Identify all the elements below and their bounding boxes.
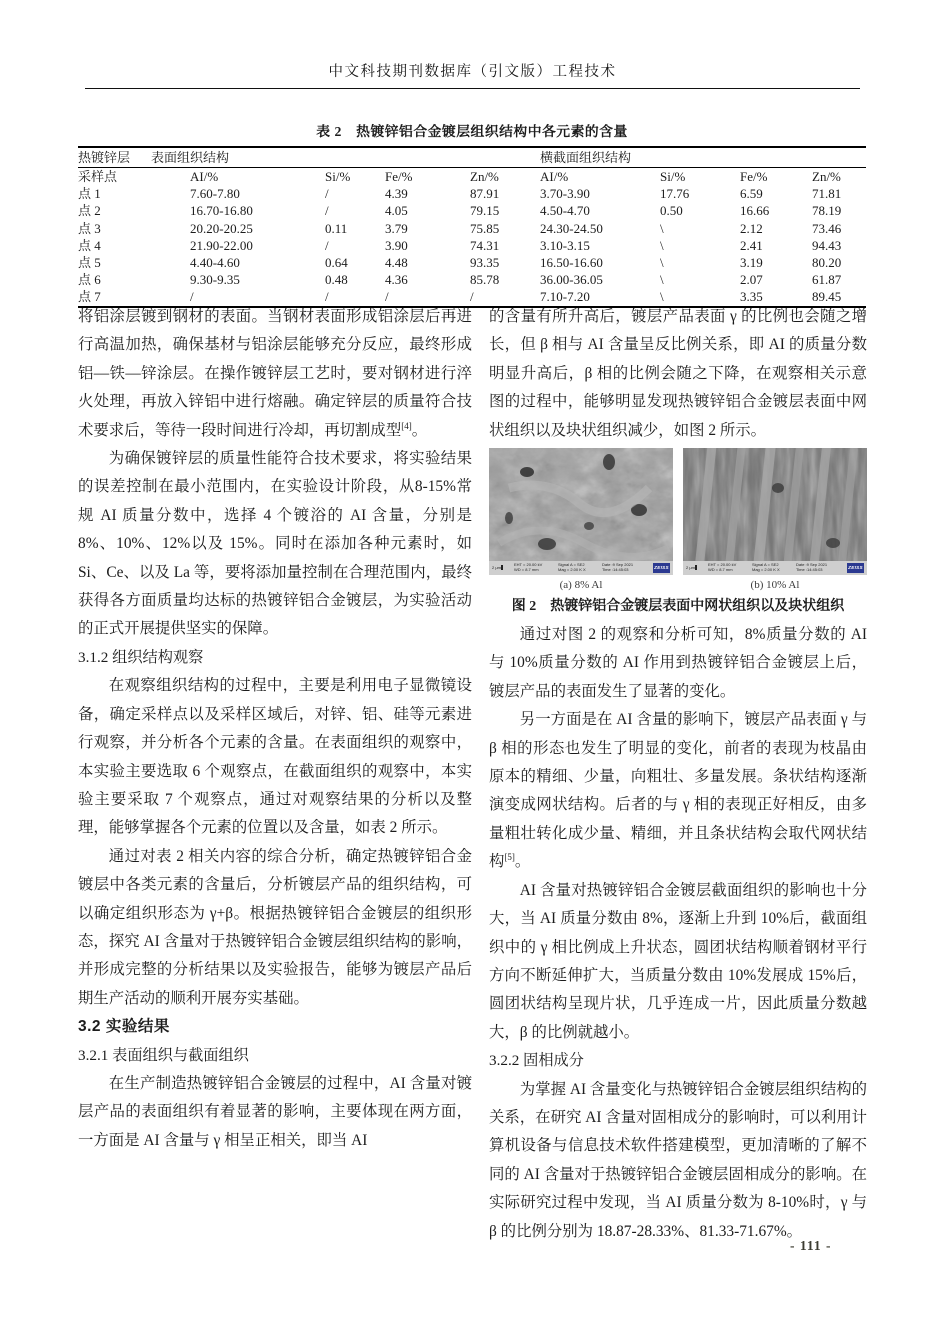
table-cell: 87.91: [470, 186, 500, 202]
scale-bar: [489, 566, 514, 571]
table-cell: 4.50-4.70: [540, 203, 590, 219]
table-cell: /: [325, 237, 329, 253]
table-cell: 4.05: [385, 203, 408, 219]
left-column: [78, 303, 472, 1155]
table-row: [78, 271, 866, 288]
table-cell: 2.07: [740, 272, 763, 288]
table-cell: 93.35: [470, 255, 500, 271]
paragraph: 在观察组织结构的过程中，主要是利用电子显微镜设备，确定采样点以及采样区域后，对锌、铝、硅等元素进行观察，并分析各个元素的含量。在表面组织的观察中，本实验主要选取 6 个观察点，在截面组织的观察中，本实验主要采取 7 个观察点，通过对观察结果的分析以及整理，能够掌握各个元素的位置以及含量，如表 2 所示。: [78, 677, 472, 837]
meta-line: Date :9 Sep 2021: [796, 563, 828, 568]
table-cell: 36.00-36.05: [540, 272, 603, 288]
paragraph: AI 含量对热镀锌铝合金镀层截面组织的影响也十分大，当 AI 质量分数由 8%，逐渐上升到 10%后，截面组织中的 γ 相比例成上升状态，圆团状结构顺着钢材平行方向不断延伸扩大，当质量分数由 10%发展成 15%后，圆团状结构呈现片状，几乎连成一片，因此质量分数越大，β 的比例就越小。: [489, 881, 867, 1041]
table-cell: 16.70-16.80: [190, 203, 253, 219]
table-cell: Si/%: [325, 169, 351, 184]
table-cell: 0.11: [325, 220, 348, 236]
paragraph: 为确保镀锌层的质量性能符合技术要求，将实验结果的误差控制在最小范围内，在实验设计阶段，从8-15%常规 AI 质量分数中，选择 4 个镀浴的 AI 含量，分别是 8%、10%、12%以及 15%。同时在添加各种元素时，如 Si、Ce、以及 La 等，要将添加量控制在合理范围内，最终获得各方面质量均达标的热镀锌铝合金镀层，为实验活动的正式开展提供坚实的保障。: [78, 450, 472, 638]
paragraph-text: 。: [514, 853, 531, 871]
group-header-cell: 横截面组织结构: [540, 150, 632, 165]
sem-image-8pct-al: [489, 448, 673, 575]
sem-panel-a: [489, 448, 673, 594]
sem-panels: [489, 448, 867, 594]
group-header-cell: 表面组织结构: [151, 150, 230, 165]
table-cell: 74.31: [470, 237, 500, 253]
table-cell: \: [660, 255, 664, 271]
table-cell: 3.70-3.90: [540, 186, 590, 202]
table-cell: 0.48: [325, 272, 348, 288]
table-cell: 点 3: [78, 220, 101, 236]
table-cell: 2.12: [740, 220, 763, 236]
table-cell: /: [470, 289, 474, 305]
figure-2: [489, 448, 867, 619]
scale-bar: [683, 566, 708, 571]
citation-ref: [4]: [401, 420, 412, 431]
meta-line: EHT = 20.00 kV: [708, 563, 737, 568]
table-cell: 85.78: [470, 272, 500, 288]
figure-caption: 图 2 热镀锌铝合金镀层表面中网状组织以及块状组织: [511, 599, 845, 615]
table-cell: AI/%: [540, 169, 569, 184]
meta-line: EHT = 20.00 kV: [514, 563, 543, 568]
table-cell: 89.45: [812, 289, 842, 305]
paragraph: 通过对图 2 的观察和分析可知，8%质量分数的 AI 与 10%质量分数的 AI 作用到热镀锌铝合金镀层上后，镀层产品的表面发生了显著的变化。: [489, 626, 867, 700]
table-row: [78, 185, 866, 202]
table-cell: 点 4: [78, 237, 101, 253]
table-cell: 3.90: [385, 237, 408, 253]
table-cell: 21.90-22.00: [190, 237, 253, 253]
sem-micrograph-dendritic: [489, 448, 673, 575]
table-cell: \: [660, 272, 664, 288]
table-cell: 61.87: [812, 272, 842, 288]
meta-line: Mag = 2.00 K X: [752, 567, 780, 573]
meta-line: Signal A = SE2: [752, 563, 779, 568]
table-cell: Si/%: [660, 169, 686, 184]
table-cell: 3.10-3.15: [540, 237, 590, 253]
zeiss-logo: ZEISS: [653, 563, 670, 573]
table-2: [78, 120, 866, 308]
table-cell: 73.46: [812, 220, 842, 236]
table-cell: 94.43: [812, 237, 842, 253]
table-cell: 24.30-24.50: [540, 220, 603, 236]
table-row: [78, 220, 866, 237]
right-column: [489, 303, 867, 1246]
scale-bar-line: [501, 565, 503, 570]
scale-label: 2 μm: [686, 564, 695, 570]
table-cell: 6.59: [740, 186, 763, 202]
meta-line: WD = 8.7 mm: [514, 567, 539, 573]
group-header-cell: 热镀锌层: [78, 150, 131, 165]
section-heading-3-2-1: 3.2.1 表面组织与截面组织: [78, 1046, 249, 1064]
paragraph-text: 将铝涂层镀到钢材的表面。当钢材表面形成铝涂层后再进行高温加热，确保基材与铝涂层能够充分反应，最终形成铝—铁—锌涂层。在操作镀锌层工艺时，要对钢材进行淬火处理，再放入锌铝中进行熔融。确定锌层的质量符合技术要求后，等待一段时间进行冷却，再切割成型: [78, 308, 472, 439]
table-cell: 16.50-16.60: [540, 255, 603, 271]
table-cell: 16.66: [740, 203, 770, 219]
paragraph: 在生产制造热镀锌铝合金镀层的过程中，AI 含量对镀层产品的表面组织有着显著的影响，主要体现在两方面，一方面是 AI 含量与 γ 相呈正相关，即当 AI: [78, 1074, 472, 1149]
panel-b-caption: (b) 10% Al: [750, 579, 800, 592]
table-cell: /: [325, 289, 329, 305]
scale-label: 2 μm: [492, 564, 501, 570]
header-rule: [85, 88, 860, 89]
table-cell: Zn/%: [470, 169, 499, 184]
table-cell: \: [660, 289, 664, 305]
table-cell: /: [385, 289, 389, 305]
paragraph: 为掌握 AI 含量变化与热镀锌铝合金镀层组织结构的关系，在研究 AI 含量对固相成分的影响时，可以利用计算机设备与信息技术软件搭建模型，更加清晰的了解不同的 AI 含量对于热镀锌铝合金镀层固相成分的影响。在实际研究过程中发现，当 AI 质量分数为 8-10%时，γ 与 β 的比例分别为 18.87-28.33%、81.33-71.67%。: [489, 1080, 867, 1240]
sem-metadata-bar: [683, 561, 867, 575]
table-cell: 4.36: [385, 272, 408, 288]
table-cell: 78.19: [812, 203, 842, 219]
table-row: [78, 202, 866, 219]
table-cell: 0.64: [325, 255, 348, 271]
table-cell: Zn/%: [812, 169, 841, 184]
table-cell: 80.20: [812, 255, 842, 271]
table-cell: AI/%: [190, 169, 219, 184]
meta-line: Time :14:45:03: [602, 567, 629, 573]
table-cell: 7.60-7.80: [190, 186, 240, 202]
table-cell: /: [325, 186, 329, 202]
meta-line: Signal A = SE2: [558, 563, 585, 568]
table-cell: 0.50: [660, 203, 683, 219]
table-cell: 3.35: [740, 289, 763, 305]
table-row: [78, 254, 866, 271]
table-group-header: [78, 148, 866, 168]
sem-meta-text: [708, 563, 752, 572]
paragraph: 的含量有所升高后，镀层产品表面 γ 的比例也会随之增长，但 β 相与 AI 含量呈反比例关系，即 AI 的质量分数明显升高后，β 相的比例会随之下降，在观察相关示意图的过程中，能够明显发现热镀锌铝合金镀层表面中网状组织以及块状组织减少，如图 2 所示。: [489, 308, 867, 439]
table-cell: 点 5: [78, 255, 101, 271]
table-cell: 20.20-20.25: [190, 220, 253, 236]
table-cell: /: [325, 203, 329, 219]
zeiss-logo: ZEISS: [847, 563, 864, 573]
table-cell: 71.81: [812, 186, 842, 202]
table-body: [78, 185, 866, 305]
table-cell: 75.85: [470, 220, 500, 236]
meta-line: Date :9 Sep 2021: [602, 563, 634, 568]
section-heading-3-2: 3.2 实验结果: [78, 1018, 170, 1036]
table-cell: 2.41: [740, 237, 763, 253]
sem-micrograph-striped: [683, 448, 867, 575]
sem-meta-text: [514, 563, 558, 572]
page-number: - 111 -: [790, 1238, 832, 1253]
table-cell: 17.76: [660, 186, 690, 202]
table-cell: /: [190, 289, 194, 305]
journal-header: 中文科技期刊数据库（引文版）工程技术: [328, 64, 617, 80]
table-cell: 点 7: [78, 289, 101, 305]
paragraph: [489, 706, 867, 876]
table-cell: 点 6: [78, 272, 101, 288]
section-heading-3-2-2: 3.2.2 固相成分: [489, 1052, 584, 1070]
paragraph: [78, 303, 472, 445]
table-cell: 9.30-9.35: [190, 272, 240, 288]
paragraph-text: 另一方面是在 AI 含量的影响下，镀层产品表面 γ 与 β 相的形态也发生了明显的变化，前者的表现为枝晶由原本的精细、少量，向粗壮、多量发展。条状结构逐渐演变成网状结构。后者的与 γ 相的表现正好相反，由多量粗壮转化成少量、精细，并且条状结构会取代网状结构: [489, 711, 867, 871]
table-cell: 点 2: [78, 203, 101, 219]
panel-a-caption: (a) 8% Al: [559, 579, 603, 592]
table-cell: 采样点: [78, 169, 118, 184]
table-cell: 点 1: [78, 186, 101, 202]
table-colheads: [78, 168, 866, 185]
table-cell: 3.79: [385, 220, 408, 236]
sem-panel-b: [683, 448, 867, 594]
scale-bar-line: [695, 565, 697, 570]
sem-image-10pct-al: [683, 448, 867, 575]
sem-meta-text: [796, 563, 840, 572]
table-cell: 4.48: [385, 255, 408, 271]
table-cell: Fe/%: [740, 169, 768, 184]
table-cell: Fe/%: [385, 169, 413, 184]
table-cell: 4.39: [385, 186, 408, 202]
table-cell: 7.10-7.20: [540, 289, 590, 305]
sem-meta-text: [602, 563, 646, 572]
table-cell: \: [660, 220, 664, 236]
sem-meta-text: [558, 563, 602, 572]
meta-line: Mag = 2.00 K X: [558, 567, 586, 573]
elements-table: [78, 146, 866, 308]
table-title: 表 2 热镀锌铝合金镀层组织结构中各元素的含量: [316, 124, 628, 139]
table-cell: \: [660, 237, 664, 253]
paragraph-text: 。: [411, 421, 428, 439]
meta-line: Time :14:45:03: [796, 567, 823, 573]
sem-meta-text: [752, 563, 796, 572]
paragraph: 通过对表 2 相关内容的综合分析，确定热镀锌铝合金镀层中各类元素的含量后，分析镀层产品的组织结构，可以确定组织形态为 γ+β。根据热镀锌铝合金镀层的组织形态，探究 AI 含量对于热镀锌铝合金镀层组织结构的影响，并形成完整的分析结果以及实验报告，能够为镀层产品后期生产活动的顺利开展夯实基础。: [78, 847, 472, 1007]
table-cell: 79.15: [470, 203, 500, 219]
citation-ref: [5]: [504, 852, 515, 863]
sem-metadata-bar: [489, 561, 673, 575]
section-heading-3-1-2: 3.1.2 组织结构观察: [78, 648, 204, 666]
meta-line: WD = 8.7 mm: [708, 567, 733, 573]
table-cell: 3.19: [740, 255, 763, 271]
table-cell: 4.40-4.60: [190, 255, 240, 271]
table-row: [78, 237, 866, 254]
